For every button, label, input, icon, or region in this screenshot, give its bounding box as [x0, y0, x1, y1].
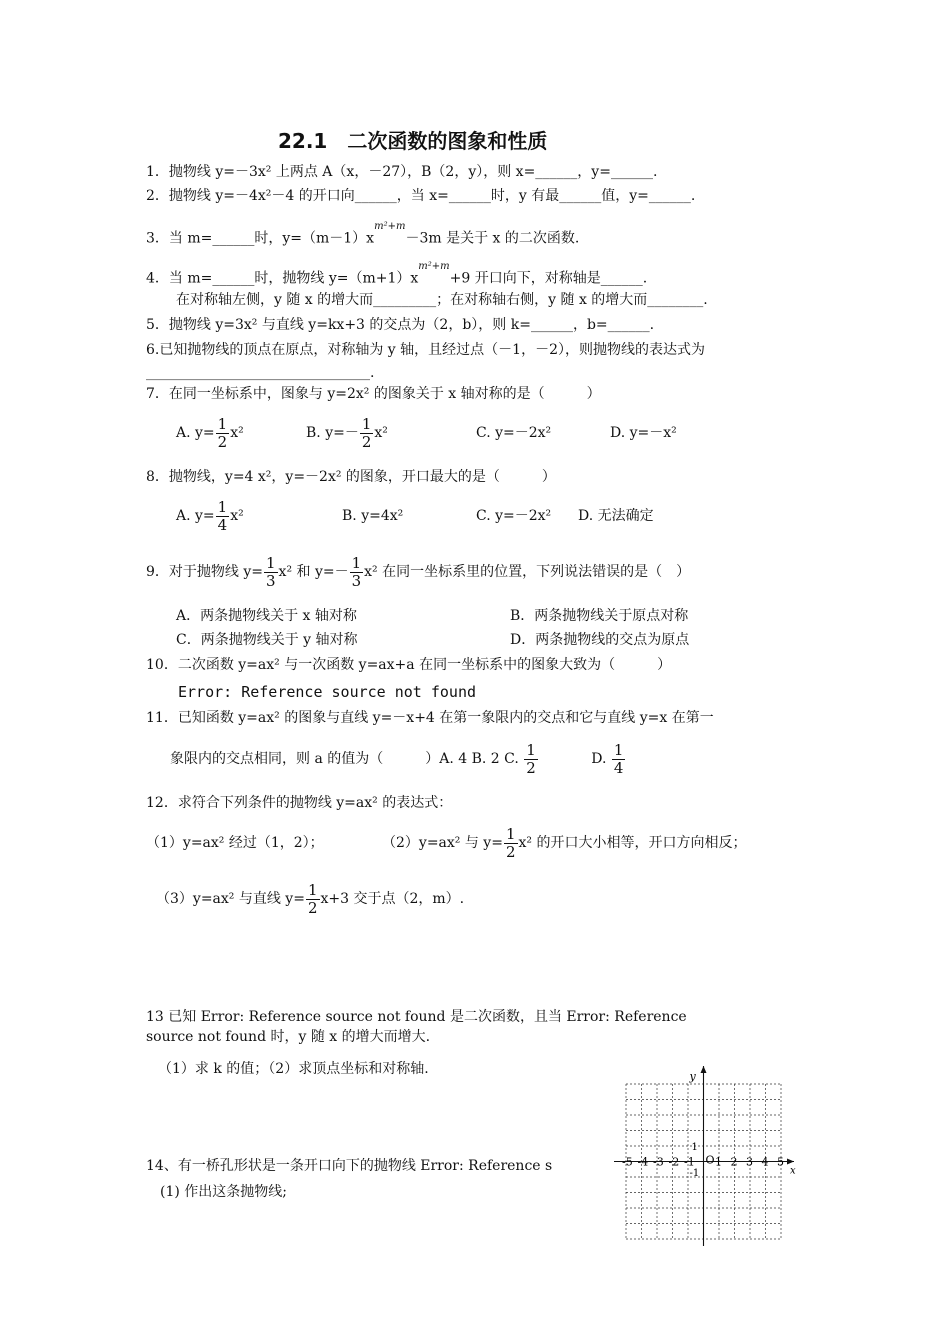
numerator: 1: [361, 414, 372, 433]
option-a: [176, 414, 306, 452]
page-title: 22.1 二次函数的图象和性质: [278, 129, 548, 153]
x-tick-label: 4: [761, 1155, 769, 1169]
x-tick-label: 2: [730, 1155, 738, 1169]
denominator: 2: [217, 432, 228, 451]
origin-label: O: [705, 1153, 715, 1167]
question-13-line3: （1）求 k 的值；（2）求顶点坐标和对称轴.: [158, 1061, 429, 1077]
question-14: 14、有一桥孔形状是一条开口向下的抛物线 Error: Reference s: [146, 1158, 553, 1174]
part2-tail: x² 的开口大小相等，开口方向相反；: [518, 835, 747, 851]
fraction: [612, 742, 626, 777]
fraction: [264, 555, 278, 590]
fraction: [216, 416, 230, 451]
x-tick-label: 3: [746, 1155, 753, 1169]
grid-svg: [612, 1062, 802, 1248]
option-c: C. y=－2x²: [476, 508, 552, 524]
question-8-options: [176, 497, 654, 535]
x-tick-label: -3: [653, 1155, 664, 1169]
numerator: 1: [351, 553, 362, 572]
question-13: 13 已知 Error: Reference source not found 是二次函数，且当 Error: Reference: [146, 1009, 687, 1025]
y-tick-label: -1: [689, 1168, 700, 1179]
question-12: 12．求符合下列条件的抛物线 y=ax² 的表达式：: [146, 795, 453, 811]
question-9-middle: x² 和 y=－: [278, 564, 349, 580]
question-6-blank: ________________________________.: [146, 365, 375, 381]
x-tick-label: -4: [637, 1155, 649, 1169]
option-a-suffix: x²: [230, 425, 244, 441]
question-3-tail: －3m 是关于 x 的二次函数.: [405, 230, 580, 247]
question-7: 7．在同一坐标系中，图象与 y=2x² 的图象关于 x 轴对称的是（ ）: [146, 386, 601, 402]
numerator: 1: [505, 824, 516, 843]
reference-error: Error: Reference source not found: [178, 683, 477, 701]
option-a: [176, 497, 342, 535]
x-tick-label: -1: [684, 1155, 695, 1169]
question-4: [146, 261, 648, 288]
option-a-suffix: x²: [230, 508, 244, 524]
question-11: 11．已知函数 y=ax² 的图象与直线 y=－x+4 在第一象限内的交点和它与直线 y=x 在第一: [146, 710, 714, 726]
numerator: 1: [217, 414, 228, 433]
option-b-suffix: x²: [374, 425, 388, 441]
question-9-option-a: A．两条抛物线关于 x 轴对称: [176, 608, 357, 624]
denominator: 4: [613, 758, 624, 777]
x-axis-label: x: [790, 1165, 796, 1177]
question-3-exponent: m²+m: [374, 221, 406, 232]
denominator: 2: [526, 758, 536, 777]
fraction: [360, 416, 374, 451]
question-9-text: 9．对于抛物线 y=: [146, 564, 263, 580]
denominator: 2: [307, 898, 318, 917]
option-b: B. y=4x²: [342, 508, 404, 524]
x-tick-label: -5: [622, 1155, 633, 1169]
question-8: 8．抛物线，y=4 x²，y=－2x² 的图象，开口最大的是（ ）: [146, 469, 556, 485]
question-12-part2: [382, 824, 746, 862]
question-4-exponent: m²+m: [418, 261, 450, 272]
part2-text: （2）y=ax² 与 y=: [382, 835, 503, 851]
coordinate-grid: [612, 1062, 802, 1248]
question-11-line2: [170, 738, 626, 780]
x-axis-arrow: [787, 1159, 794, 1165]
option-c: C. y=－2x²: [476, 425, 552, 441]
denominator: 2: [361, 432, 372, 451]
denominator: 4: [217, 515, 228, 534]
question-12-part3: [156, 880, 464, 918]
question-3-text: 3．当 m=______时，y=（m－1）x: [146, 230, 375, 247]
question-4-tail: +9 开口向下，对称轴是______.: [449, 270, 648, 287]
y-tick-label: 1: [691, 1142, 698, 1153]
question-9-option-b: B．两条抛物线关于原点对称: [510, 608, 689, 624]
denominator: 2: [505, 842, 516, 861]
question-7-options: [176, 414, 677, 452]
question-12-part1: （1）y=ax² 经过（1，2）；: [146, 835, 324, 851]
numerator: 1: [266, 553, 276, 572]
x-tick-label: -2: [668, 1155, 680, 1169]
numerator: 1: [307, 880, 318, 899]
question-10: 10．二次函数 y=ax² 与一次函数 y=ax+a 在同一坐标系中的图象大致为（ ）: [146, 657, 672, 673]
option-a-prefix: A. y=: [176, 425, 215, 441]
question-6: 6.已知抛物线的顶点在原点，对称轴为 y 轴，且经过点（－1，－2），则抛物线的表达式为: [146, 342, 705, 358]
question-14-line2: (1) 作出这条抛物线;: [160, 1184, 287, 1200]
numerator: 1: [613, 740, 624, 759]
option-d: D. 无法确定: [578, 508, 654, 524]
part3-text: （3）y=ax² 与直线 y=: [156, 891, 305, 907]
option-b-prefix: B. y=－: [306, 425, 359, 441]
question-1: 1．抛物线 y=－3x² 上两点 A（x，－27），B（2，y），则 x=______，y=______.: [146, 164, 658, 180]
question-5: 5．抛物线 y=3x² 与直线 y=kx+3 的交点为（2，b），则 k=______，b=______.: [146, 317, 655, 333]
question-3: [146, 221, 580, 248]
question-4-text: 4．当 m=______时，抛物线 y=（m+1）x: [146, 270, 419, 287]
part3-tail: x+3 交于点（2，m）.: [320, 891, 465, 907]
denominator: 3: [351, 571, 362, 590]
fraction: [350, 555, 364, 590]
fraction: [524, 742, 538, 777]
fraction: [216, 499, 230, 534]
question-9-tail: x² 在同一坐标系里的位置，下列说法错误的是（ ）: [364, 564, 691, 580]
x-tick-label: 5: [777, 1155, 784, 1169]
question-2: 2．抛物线 y=－4x²－4 的开口向______，当 x=______时，y 有最______值，y=______.: [146, 188, 696, 204]
question-9: [146, 553, 690, 591]
x-tick-label: 1: [715, 1155, 722, 1169]
question-9-option-c: C．两条抛物线关于 y 轴对称: [176, 632, 358, 648]
fraction: [504, 826, 518, 861]
option-b: [306, 414, 476, 452]
option-d-prefix: D.: [591, 751, 607, 767]
question-13-line2: source not found 时，y 随 x 的增大而增大.: [146, 1029, 431, 1045]
fraction: [306, 882, 320, 917]
numerator: 1: [217, 497, 228, 516]
question-11-text: 象限内的交点相同，则 a 的值为（ ）A. 4 B. 2 C.: [170, 751, 519, 767]
option-d: D. y=－x²: [610, 425, 677, 441]
y-axis-arrow: [701, 1066, 707, 1073]
y-axis-label: y: [689, 1070, 696, 1083]
numerator: 1: [526, 740, 536, 759]
denominator: 3: [266, 571, 276, 590]
question-4-line2: 在对称轴左侧，y 随 x 的增大而_________；在对称轴右侧，y 随 x 的增大而________.: [176, 292, 708, 308]
option-a-prefix: A. y=: [176, 508, 215, 524]
question-9-option-d: D．两条抛物线的交点为原点: [510, 632, 690, 648]
